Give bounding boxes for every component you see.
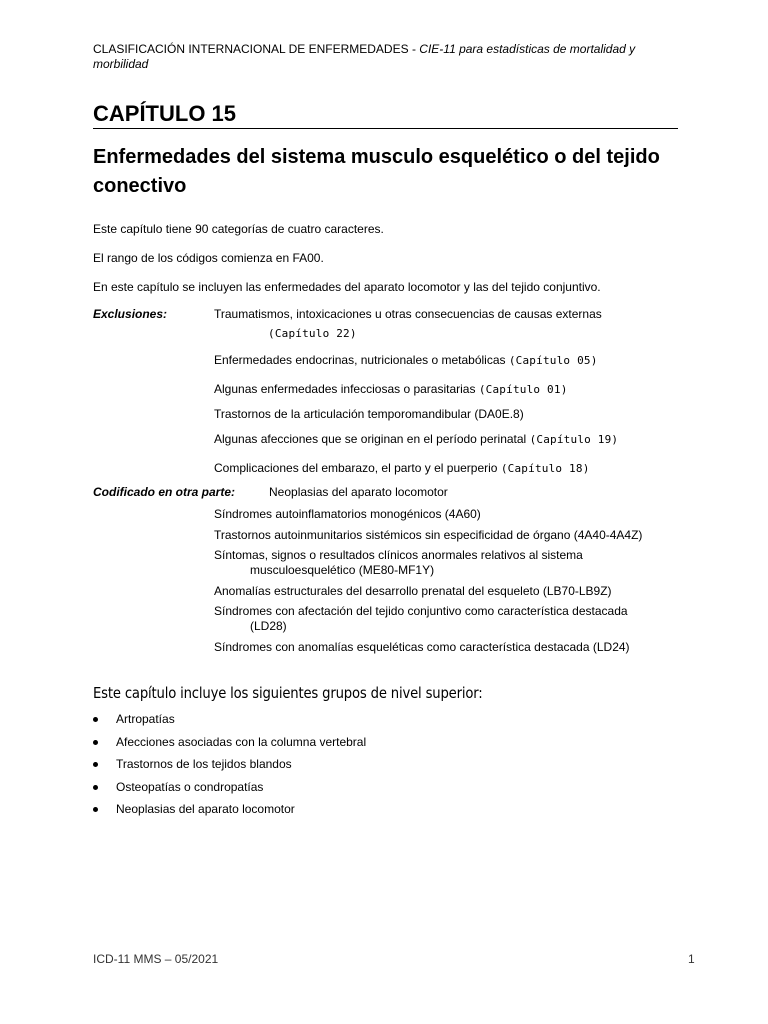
coded-elsewhere-text: Anomalías estructurales del desarrollo prenatal del esqueleto (LB70-LB9Z) [214,584,612,598]
chapter-reference: (Capítulo 05) [508,354,598,367]
bullet-icon [93,762,98,767]
exclusion-text: Algunas enfermedades infecciosas o parasitarias [214,382,479,396]
bullet-icon [93,740,98,745]
coded-elsewhere-text: Síndromes autoinflamatorios monogénicos (4A60) [214,507,481,521]
exclusion-text: Algunas afecciones que se originan en el período perinatal [214,432,530,446]
group-label: Artropatías [116,712,175,726]
chapter-reference: (Capítulo 18) [500,462,590,475]
intro-paragraph-2: El rango de los códigos comienza en FA00. [93,251,324,265]
group-label: Osteopatías o condropatías [116,779,264,794]
page-number: 1 [688,952,695,966]
coded-elsewhere-text: Síndromes con afectación del tejido conjuntivo como característica destacada [214,604,628,618]
coded-elsewhere-continuation: (LD28) [250,619,287,633]
exclusion-item [214,461,684,476]
group-label: Afecciones asociadas con la columna vertebral [116,734,367,749]
exclusion-item [214,353,684,368]
coded-elsewhere-item [214,584,684,599]
intro-paragraph-1: Este capítulo tiene 90 categorías de cuatro caracteres. [93,222,384,236]
list-item [93,780,366,803]
exclusions-label: Exclusiones: [93,307,168,321]
groups-list [93,712,366,825]
groups-heading: Este capítulo incluye los siguientes grupos de nivel superior: [93,684,483,702]
exclusion-text: Trastornos de la articulación temporomandibular (DA0E.8) [214,407,524,421]
coded-elsewhere-item [214,528,684,543]
coded-elsewhere-text: Síndromes con anomalías esqueléticas como característica destacada (LD24) [214,640,630,654]
running-header [93,42,683,72]
exclusion-item [214,432,684,447]
bullet-icon [93,785,98,790]
list-item [93,735,366,758]
coded-elsewhere-continuation: musculoesquelético (ME80-MF1Y) [250,563,435,577]
chapter-subtitle: Enfermedades del sistema musculo esquelético o del tejido conectivo [93,146,660,197]
chapter-reference: (Capítulo 22) [268,327,357,340]
coded-elsewhere-label: Codificado en otra parte: [93,485,236,499]
exclusion-item [214,407,684,422]
bullet-icon [93,717,98,722]
list-item [93,802,366,825]
group-label: Trastornos de los tejidos blandos [116,757,292,771]
coded-elsewhere-item [214,640,684,655]
coded-elsewhere-text: Síntomas, signos o resultados clínicos anormales relativos al sistema [214,548,583,562]
bullet-icon [93,807,98,812]
coded-elsewhere-text: Trastornos autoinmunitarios sistémicos sin especificidad de órgano (4A40-4A4Z) [214,528,643,542]
list-item [93,712,366,735]
coded-elsewhere-item [214,507,684,522]
coded-elsewhere-text: Neoplasias del aparato locomotor [269,485,448,499]
exclusion-text: Complicaciones del embarazo, el parto y el puerperio [214,461,501,475]
intro-paragraph-3: En este capítulo se incluyen las enfermedades del aparato locomotor y las del tejido conjuntivo. [93,280,601,294]
coded-elsewhere-item [269,485,689,500]
chapter-reference: (Capítulo 19) [529,433,619,446]
exclusion-text: Enfermedades endocrinas, nutricionales o metabólicas [214,353,509,367]
exclusion-text: Traumatismos, intoxicaciones u otras consecuencias de causas externas [214,307,602,321]
coded-elsewhere-item [214,548,684,578]
list-item [93,757,366,780]
header-prefix: CLASIFICACIÓN INTERNACIONAL DE ENFERMEDADES - [93,42,420,56]
chapter-divider [93,128,678,129]
header-italic: CIE-11 para estadísticas de mortalidad y morbilidad [93,42,636,71]
coded-elsewhere-item [214,604,684,634]
footer-version: ICD-11 MMS – 05/2021 [93,952,219,966]
chapter-reference: (Capítulo 01) [478,383,568,396]
chapter-title: CAPÍTULO 15 [93,101,237,126]
group-label: Neoplasias del aparato locomotor [116,802,295,816]
exclusion-item [214,307,684,341]
exclusion-item [214,382,684,397]
